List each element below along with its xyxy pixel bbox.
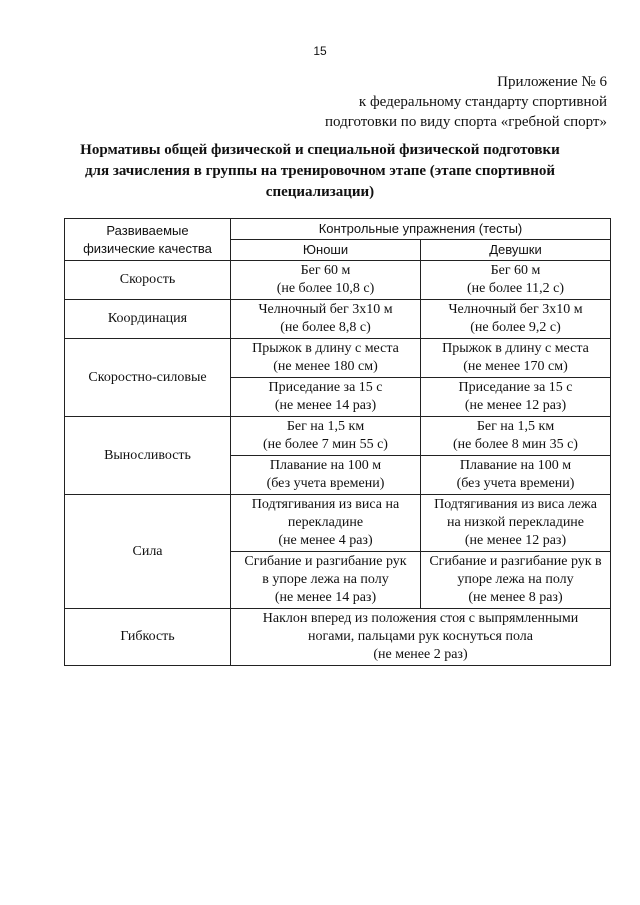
page-number: 15: [313, 44, 327, 58]
boys-cell: [231, 495, 421, 552]
cell-text: Плавание на 100 м: [269, 458, 382, 473]
girls-cell: [421, 456, 611, 495]
quality-cell: Гибкость: [65, 609, 231, 666]
cell-text: (не более 7 мин 55 с): [263, 437, 388, 452]
table-row: [65, 339, 611, 378]
title-line: Нормативы общей физической и специальной физической подготовки: [80, 142, 560, 158]
cell-text: Бег на 1,5 км: [476, 419, 555, 434]
quality-cell: Выносливость: [65, 417, 231, 495]
cell-text: (не более 8,8 с): [280, 320, 371, 335]
cell-text: Челночный бег 3х10 м: [448, 302, 583, 317]
header-quality: [65, 219, 231, 261]
boys-cell: [231, 378, 421, 417]
header-boys: Юноши: [231, 240, 421, 261]
cell-text: упоре лежа на полу: [457, 572, 574, 587]
table-row: [65, 495, 611, 552]
table-row: [65, 261, 611, 300]
cell-text: (не менее 14 раз): [274, 398, 377, 413]
table-header-row: [65, 219, 611, 240]
cell-text: Подтягивания из виса на: [251, 497, 400, 512]
cell-text: (не более 10,8 с): [276, 281, 375, 296]
cell-text: Сгибание и разгибание рук: [244, 554, 407, 569]
appendix-line: Приложение № 6: [497, 74, 607, 90]
header-text: Развиваемые: [106, 222, 189, 238]
cell-text: (не менее 4 раз): [278, 533, 373, 548]
boys-cell: [231, 261, 421, 300]
girls-cell: [421, 495, 611, 552]
title-line: специализации): [265, 184, 375, 200]
boys-cell: [231, 339, 421, 378]
table-row: [65, 417, 611, 456]
boys-cell: [231, 456, 421, 495]
cell-text: (не менее 14 раз): [274, 590, 377, 605]
quality-cell: Скорость: [65, 261, 231, 300]
cell-text: (без учета времени): [456, 476, 575, 491]
girls-cell: [421, 378, 611, 417]
cell-text: (не менее 12 раз): [464, 398, 567, 413]
cell-text: Приседание за 15 с: [458, 380, 573, 395]
header-girls: Девушки: [421, 240, 611, 261]
cell-text: (не более 9,2 с): [470, 320, 561, 335]
boys-cell: [231, 552, 421, 609]
cell-text: Плавание на 100 м: [459, 458, 572, 473]
title-line: для зачисления в группы на тренировочном этапе (этапе спортивной: [84, 163, 556, 179]
standards-table: [64, 218, 611, 666]
cell-text: в упоре лежа на полу: [262, 572, 389, 587]
combined-cell: [231, 609, 611, 666]
cell-text: Наклон вперед из положения стоя с выпрямленными: [262, 611, 579, 626]
cell-text: (не менее 180 см): [273, 359, 378, 374]
header-text: физические качества: [83, 240, 212, 256]
appendix-line: подготовки по виду спорта «гребной спорт»: [324, 114, 607, 130]
cell-text: Приседание за 15 с: [268, 380, 383, 395]
cell-text: (без учета времени): [266, 476, 385, 491]
cell-text: Бег 60 м: [490, 263, 541, 278]
quality-cell: Сила: [65, 495, 231, 609]
girls-cell: [421, 300, 611, 339]
appendix-note: [325, 72, 607, 132]
document-title: [60, 140, 580, 203]
boys-cell: [231, 300, 421, 339]
boys-cell: [231, 417, 421, 456]
cell-text: (не менее 12 раз): [464, 533, 567, 548]
cell-text: перекладине: [287, 515, 364, 530]
cell-text: Сгибание и разгибание рук в: [429, 554, 602, 569]
header-tests: Контрольные упражнения (тесты): [231, 219, 611, 240]
cell-text: (не более 11,2 с): [466, 281, 565, 296]
cell-text: на низкой перекладине: [446, 515, 585, 530]
girls-cell: [421, 261, 611, 300]
quality-cell: Координация: [65, 300, 231, 339]
girls-cell: [421, 552, 611, 609]
cell-text: Бег на 1,5 км: [286, 419, 365, 434]
cell-text: Прыжок в длину с места: [252, 341, 399, 356]
cell-text: (не менее 170 см): [463, 359, 568, 374]
cell-text: Прыжок в длину с места: [442, 341, 589, 356]
cell-text: Челночный бег 3х10 м: [258, 302, 393, 317]
cell-text: Бег 60 м: [300, 263, 351, 278]
table-row: [65, 609, 611, 666]
quality-cell: Скоростно-силовые: [65, 339, 231, 417]
appendix-line: к федеральному стандарту спортивной: [358, 94, 607, 110]
cell-text: (не более 8 мин 35 с): [453, 437, 578, 452]
cell-text: (не менее 8 раз): [468, 590, 563, 605]
table-row: [65, 300, 611, 339]
cell-text: ногами, пальцами рук коснуться пола: [308, 629, 533, 644]
cell-text: (не менее 2 раз): [373, 647, 468, 662]
girls-cell: [421, 417, 611, 456]
cell-text: Подтягивания из виса лежа: [434, 497, 597, 512]
girls-cell: [421, 339, 611, 378]
